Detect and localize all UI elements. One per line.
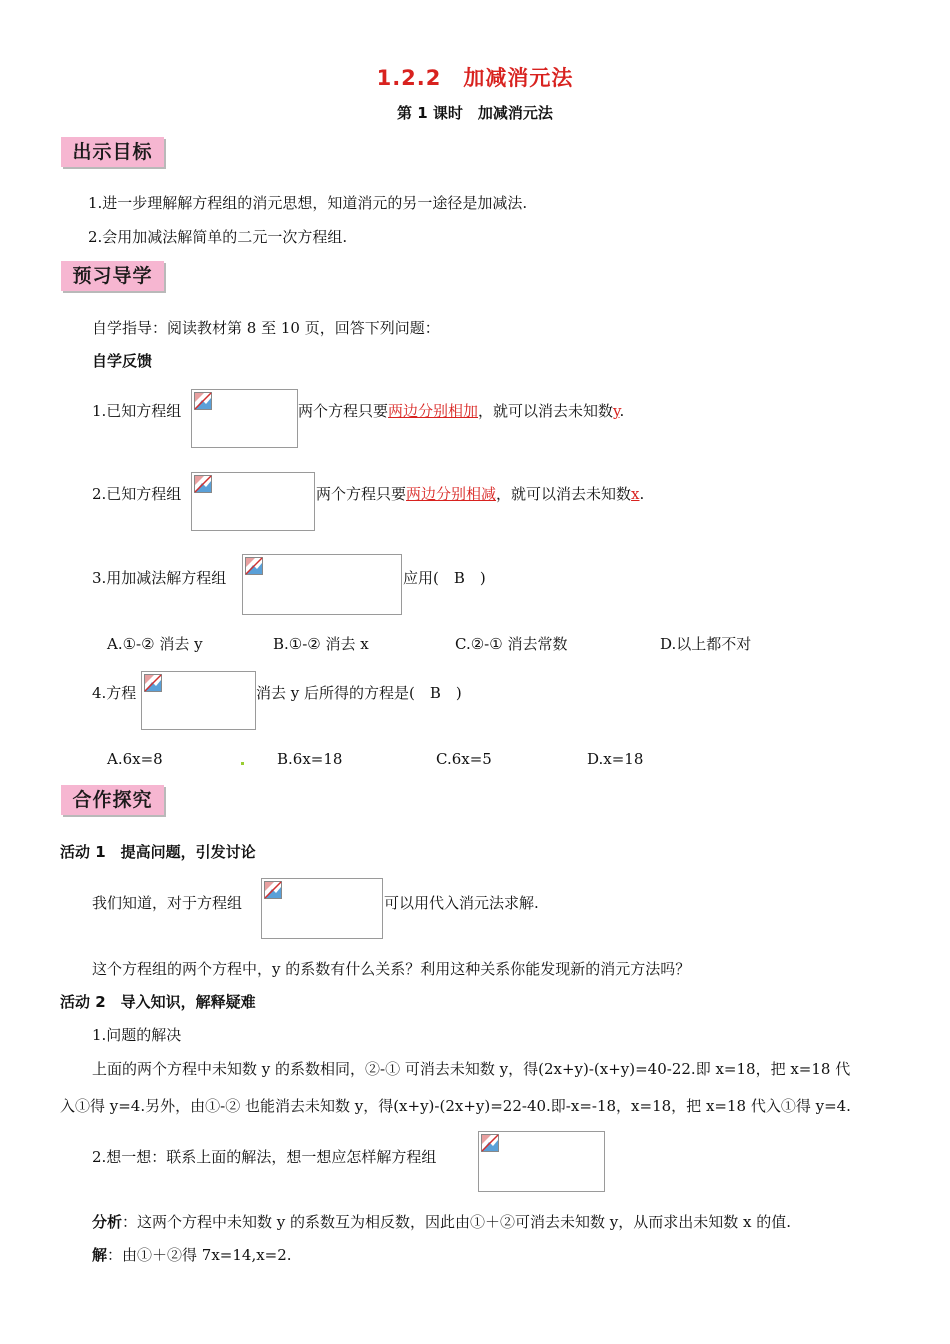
broken-image-icon	[194, 392, 212, 410]
solution-text: ：由①＋②得 7x=14,x=2.	[107, 1246, 292, 1264]
goal-item: 1.进一步理解解方程组的消元思想，知道消元的另一途径是加减法.	[88, 194, 528, 212]
question-1-prefix: 1.已知方程组	[92, 402, 182, 420]
activity-1-heading: 活动 1 提高问题，引发讨论	[60, 843, 256, 861]
question-2-text: 两个方程只要	[316, 485, 407, 503]
equation-image-placeholder	[191, 472, 315, 531]
broken-image-icon	[194, 475, 212, 493]
equation-image-placeholder	[261, 878, 383, 939]
question-3-option: D.以上都不对	[660, 635, 752, 653]
broken-image-icon	[245, 557, 263, 575]
question-2-period: .	[639, 485, 645, 503]
question-3-suffix: 应用( B )	[403, 569, 486, 587]
section-banner-explore: 合作探究	[61, 785, 164, 815]
broken-image-icon	[144, 674, 162, 692]
broken-image-icon	[264, 881, 282, 899]
decorative-dot	[241, 762, 244, 765]
equation-image-placeholder	[478, 1131, 605, 1192]
question-2-text-tail: ，就可以消去未知数	[496, 485, 632, 503]
section-banner-preview: 预习导学	[61, 261, 164, 291]
question-3-option: C.②-① 消去常数	[455, 635, 568, 653]
activity-1-line2: 这个方程组的两个方程中，y 的系数有什么关系？利用这种关系你能发现新的消元方法吗？	[92, 960, 691, 978]
question-3-option: A.①-② 消去 y	[107, 635, 203, 653]
activity-1-line1-prefix: 我们知道，对于方程组	[92, 894, 243, 912]
question-1-answer-variable: y	[613, 402, 620, 420]
equation-image-placeholder	[242, 554, 402, 615]
activity-1-line1-suffix: 可以用代入消元法求解.	[384, 894, 539, 912]
question-4-prefix: 4.方程	[92, 684, 137, 702]
lesson-title: 1.2.2 加减消元法	[376, 66, 574, 90]
question-1-body	[298, 400, 624, 421]
question-1-text-tail: ，就可以消去未知数	[478, 402, 614, 420]
activity-2-heading: 活动 2 导入知识，解释疑难	[60, 993, 256, 1011]
solution-paragraph	[92, 1244, 292, 1265]
section-banner-goals: 出示目标	[61, 137, 164, 167]
analysis-text: ：这两个方程中未知数 y 的系数互为相反数，因此由①＋②可消去未知数 y，从而求出未知数 x 的值.	[122, 1213, 792, 1231]
question-4-suffix: 消去 y 后所得的方程是( B )	[256, 684, 462, 702]
question-1-answer: 两边分别相加	[388, 402, 479, 420]
question-2-prefix: 2.已知方程组	[92, 485, 182, 503]
question-2-answer-variable: x	[631, 485, 640, 503]
question-4-option: A.6x=8	[107, 750, 163, 768]
activity-2-paragraph: 上面的两个方程中未知数 y 的系数相同，②-① 可消去未知数 y，得(2x+y)-(x+y)=40-22.即 x=18，把 x=18 代	[92, 1060, 851, 1078]
equation-image-placeholder	[141, 671, 256, 730]
question-3-option: B.①-② 消去 x	[273, 635, 369, 653]
question-1-text: 两个方程只要	[298, 402, 389, 420]
question-4-option: D.x=18	[587, 750, 644, 768]
activity-2-subheading-2: 2.想一想：联系上面的解法，想一想应怎样解方程组	[92, 1148, 437, 1166]
broken-image-icon	[481, 1134, 499, 1152]
activity-2-subheading-1: 1.问题的解决	[92, 1026, 182, 1044]
solution-label: 解	[92, 1246, 108, 1264]
equation-image-placeholder	[191, 389, 298, 448]
question-2-body	[316, 483, 644, 504]
self-study-guide: 自学指导：阅读教材第 8 至 10 页，回答下列问题：	[92, 319, 440, 337]
question-4-option: C.6x=5	[436, 750, 492, 768]
question-1-period: .	[619, 402, 625, 420]
analysis-paragraph	[92, 1211, 791, 1232]
goal-item: 2.会用加减法解简单的二元一次方程组.	[88, 228, 348, 246]
question-3-prefix: 3.用加减法解方程组	[92, 569, 227, 587]
analysis-label: 分析	[92, 1213, 123, 1231]
self-study-feedback-heading: 自学反馈	[92, 352, 153, 370]
activity-2-paragraph: 入①得 y=4.另外，由①-② 也能消去未知数 y，得(x+y)-(2x+y)=22-40.即-x=-18，x=18，把 x=18 代入①得 y=4.	[60, 1097, 851, 1115]
question-2-answer: 两边分别相减	[406, 485, 497, 503]
lesson-subtitle: 第 1 课时 加减消元法	[397, 104, 553, 122]
question-4-option: B.6x=18	[277, 750, 343, 768]
